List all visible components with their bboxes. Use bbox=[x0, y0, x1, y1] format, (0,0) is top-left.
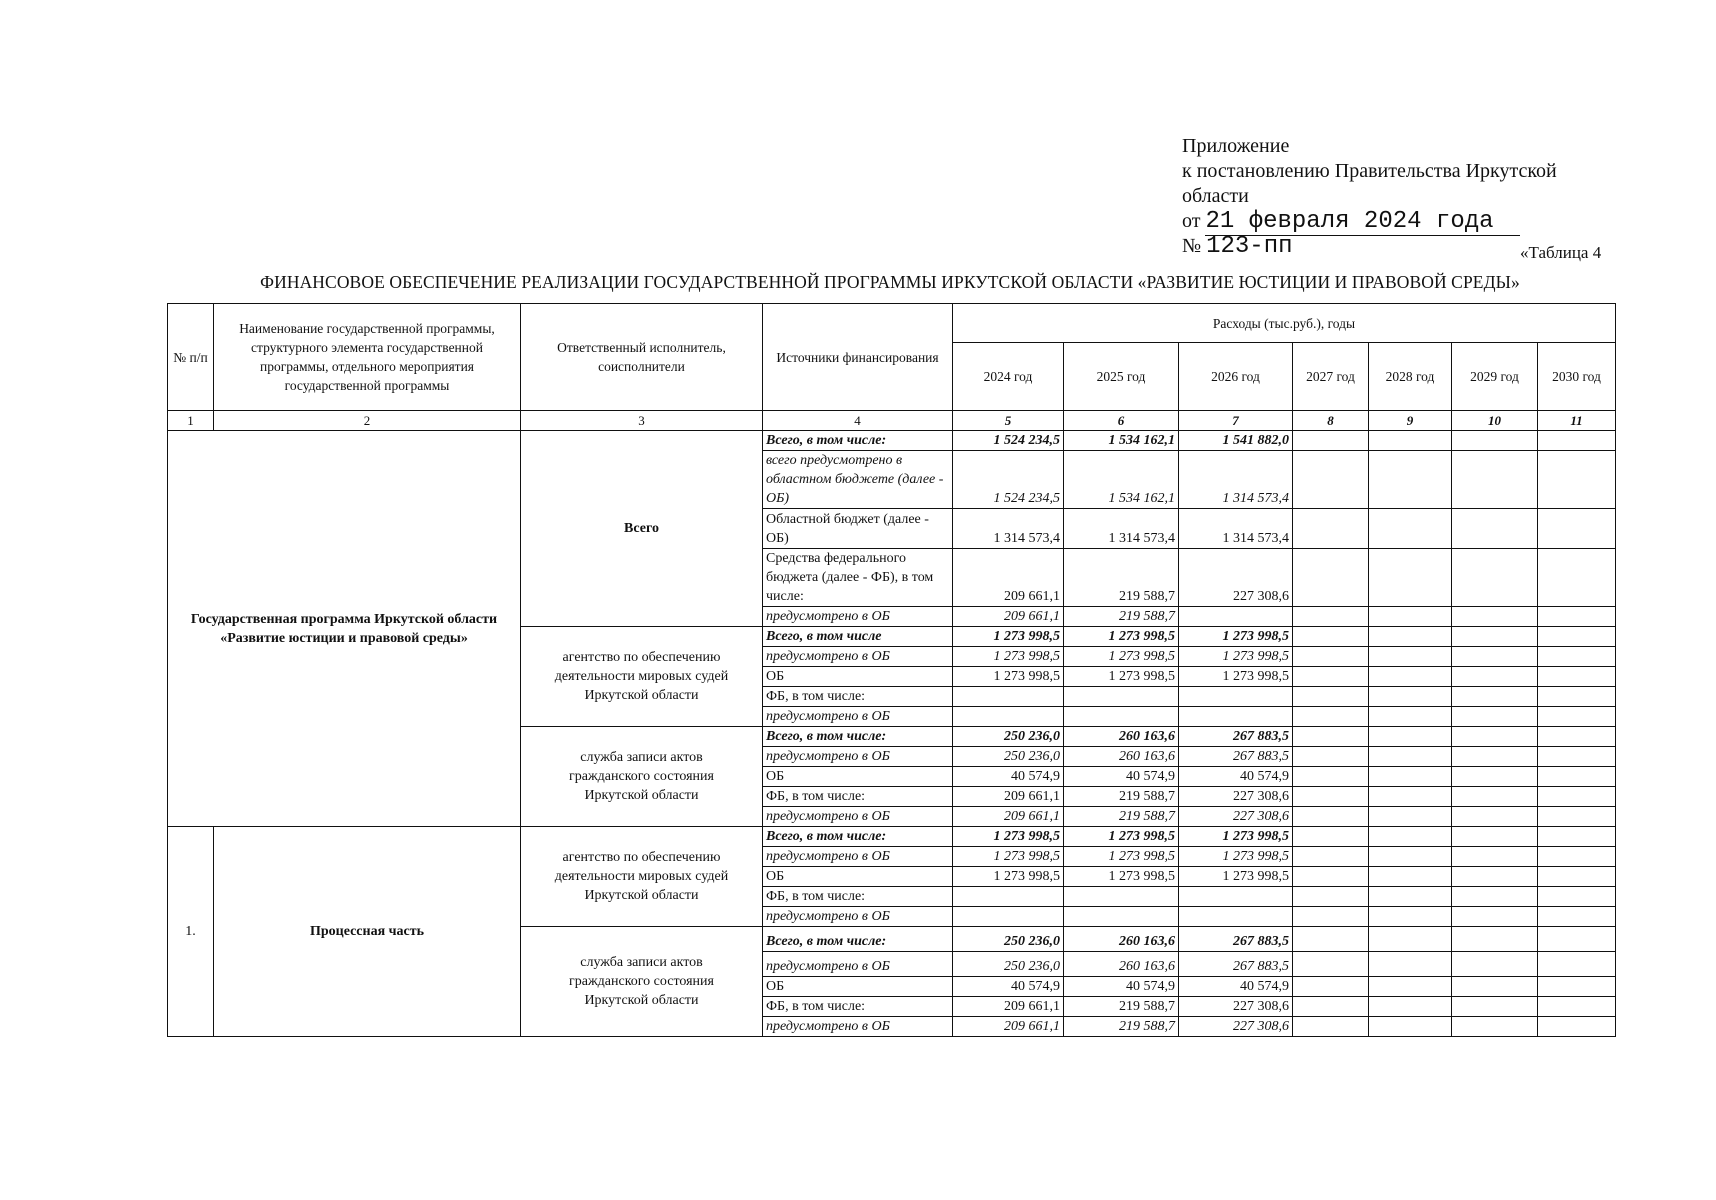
empty-value-cell bbox=[1452, 787, 1538, 807]
value-cell: 1 314 573,4 bbox=[1064, 509, 1179, 549]
financing-table bbox=[167, 303, 1616, 1037]
empty-value-cell bbox=[1369, 431, 1452, 451]
empty-value-cell bbox=[1293, 747, 1369, 767]
decree-number: 123-пп bbox=[1206, 233, 1293, 260]
source-cell: Средства федерального бюджета (далее - ФБ), в том числе: bbox=[763, 549, 953, 607]
empty-value-cell bbox=[1293, 887, 1369, 907]
value-cell: 250 236,0 bbox=[953, 927, 1064, 952]
value-cell: 1 524 234,5 bbox=[953, 431, 1064, 451]
empty-value-cell bbox=[1452, 707, 1538, 727]
value-cell bbox=[953, 707, 1064, 727]
empty-value-cell bbox=[1452, 431, 1538, 451]
value-cell: 227 308,6 bbox=[1179, 997, 1293, 1017]
value-cell: 209 661,1 bbox=[953, 997, 1064, 1017]
date-prefix: от bbox=[1182, 210, 1201, 232]
empty-value-cell bbox=[1293, 667, 1369, 687]
source-cell: предусмотрено в ОБ bbox=[763, 747, 953, 767]
empty-value-cell bbox=[1452, 952, 1538, 977]
value-cell bbox=[1064, 887, 1179, 907]
empty-value-cell bbox=[1293, 687, 1369, 707]
header-year: 2025 год bbox=[1064, 343, 1179, 411]
source-cell: предусмотрено в ОБ bbox=[763, 952, 953, 977]
value-cell bbox=[1179, 687, 1293, 707]
value-cell: 40 574,9 bbox=[1064, 767, 1179, 787]
value-cell: 260 163,6 bbox=[1064, 952, 1179, 977]
empty-value-cell bbox=[1293, 727, 1369, 747]
appendix-number-line bbox=[1182, 234, 1557, 259]
source-cell: ФБ, в том числе: bbox=[763, 787, 953, 807]
value-cell: 250 236,0 bbox=[953, 747, 1064, 767]
value-cell: 1 314 573,4 bbox=[953, 509, 1064, 549]
header-sources: Источники финансирования bbox=[763, 304, 953, 411]
empty-value-cell bbox=[1452, 997, 1538, 1017]
value-cell: 1 534 162,1 bbox=[1064, 431, 1179, 451]
empty-value-cell bbox=[1538, 927, 1616, 952]
appendix-line2: к постановлению Правительства Иркутской bbox=[1182, 160, 1557, 182]
empty-value-cell bbox=[1452, 867, 1538, 887]
empty-value-cell bbox=[1452, 627, 1538, 647]
value-cell: 250 236,0 bbox=[953, 727, 1064, 747]
empty-value-cell bbox=[1293, 927, 1369, 952]
empty-value-cell bbox=[1369, 977, 1452, 997]
empty-value-cell bbox=[1369, 867, 1452, 887]
empty-value-cell bbox=[1538, 607, 1616, 627]
empty-value-cell bbox=[1538, 707, 1616, 727]
header-year: 2028 год bbox=[1369, 343, 1452, 411]
source-cell: ФБ, в том числе: bbox=[763, 687, 953, 707]
empty-value-cell bbox=[1293, 647, 1369, 667]
empty-value-cell bbox=[1452, 451, 1538, 509]
source-cell: предусмотрено в ОБ bbox=[763, 707, 953, 727]
value-cell bbox=[1064, 907, 1179, 927]
empty-value-cell bbox=[1293, 997, 1369, 1017]
value-cell: 227 308,6 bbox=[1179, 549, 1293, 607]
value-cell: 1 273 998,5 bbox=[1064, 667, 1179, 687]
empty-value-cell bbox=[1538, 867, 1616, 887]
value-cell: 267 883,5 bbox=[1179, 747, 1293, 767]
empty-value-cell bbox=[1538, 1017, 1616, 1037]
header-name: Наименование государственной программы, структурного элемента государственной программы, отдельного мероприятия государственной программы bbox=[214, 304, 521, 411]
table-reference: «Таблица 4 bbox=[1520, 243, 1602, 262]
header-row-1 bbox=[168, 304, 1616, 343]
appendix-line3: области bbox=[1182, 185, 1249, 207]
header-year: 2026 год bbox=[1179, 343, 1293, 411]
col-number: 5 bbox=[953, 411, 1064, 431]
empty-value-cell bbox=[1293, 847, 1369, 867]
decree-date: 21 февраля 2024 года bbox=[1205, 208, 1519, 236]
value-cell: 260 163,6 bbox=[1064, 747, 1179, 767]
header-expenses: Расходы (тыс.руб.), годы bbox=[953, 304, 1616, 343]
executor-registry: служба записи актов гражданского состояния Иркутской области bbox=[521, 927, 763, 1037]
empty-value-cell bbox=[1369, 687, 1452, 707]
empty-value-cell bbox=[1369, 907, 1452, 927]
empty-value-cell bbox=[1293, 952, 1369, 977]
empty-value-cell bbox=[1293, 607, 1369, 627]
value-cell: 209 661,1 bbox=[953, 607, 1064, 627]
appendix-date-line bbox=[1182, 209, 1557, 234]
empty-value-cell bbox=[1293, 431, 1369, 451]
value-cell bbox=[953, 907, 1064, 927]
source-cell: предусмотрено в ОБ bbox=[763, 907, 953, 927]
value-cell: 227 308,6 bbox=[1179, 1017, 1293, 1037]
value-cell: 1 273 998,5 bbox=[1064, 647, 1179, 667]
value-cell: 1 273 998,5 bbox=[953, 867, 1064, 887]
value-cell: 40 574,9 bbox=[1064, 977, 1179, 997]
value-cell bbox=[953, 887, 1064, 907]
value-cell: 40 574,9 bbox=[1179, 767, 1293, 787]
executor-agency: агентство по обеспечению деятельности мировых судей Иркутской области bbox=[521, 627, 763, 727]
value-cell: 1 524 234,5 bbox=[953, 451, 1064, 509]
value-cell: 1 273 998,5 bbox=[1064, 827, 1179, 847]
empty-value-cell bbox=[1452, 549, 1538, 607]
empty-value-cell bbox=[1293, 907, 1369, 927]
empty-value-cell bbox=[1369, 549, 1452, 607]
empty-value-cell bbox=[1293, 787, 1369, 807]
col-number: 1 bbox=[168, 411, 214, 431]
empty-value-cell bbox=[1538, 687, 1616, 707]
empty-value-cell bbox=[1369, 847, 1452, 867]
empty-value-cell bbox=[1369, 627, 1452, 647]
value-cell: 1 541 882,0 bbox=[1179, 431, 1293, 451]
col-number: 6 bbox=[1064, 411, 1179, 431]
value-cell: 219 588,7 bbox=[1064, 997, 1179, 1017]
document-title: ФИНАНСОВОЕ ОБЕСПЕЧЕНИЕ РЕАЛИЗАЦИИ ГОСУДАРСТВЕННОЙ ПРОГРАММЫ ИРКУТСКОЙ ОБЛАСТИ «РАЗВИТИЕ ЮСТИЦИИ И ПРАВОВОЙ СРЕДЫ» bbox=[260, 272, 1520, 292]
value-cell: 260 163,6 bbox=[1064, 927, 1179, 952]
value-cell: 40 574,9 bbox=[953, 977, 1064, 997]
value-cell: 219 588,7 bbox=[1064, 549, 1179, 607]
empty-value-cell bbox=[1452, 847, 1538, 867]
empty-value-cell bbox=[1369, 509, 1452, 549]
empty-value-cell bbox=[1538, 887, 1616, 907]
source-cell: всего предусмотрено в областном бюджете (далее - ОБ) bbox=[763, 451, 953, 509]
value-cell bbox=[1064, 687, 1179, 707]
col-number: 2 bbox=[214, 411, 521, 431]
value-cell: 209 661,1 bbox=[953, 1017, 1064, 1037]
source-cell: предусмотрено в ОБ bbox=[763, 1017, 953, 1037]
empty-value-cell bbox=[1538, 767, 1616, 787]
value-cell bbox=[1179, 887, 1293, 907]
empty-value-cell bbox=[1452, 807, 1538, 827]
empty-value-cell bbox=[1369, 887, 1452, 907]
value-cell: 1 273 998,5 bbox=[1064, 867, 1179, 887]
empty-value-cell bbox=[1293, 767, 1369, 787]
source-cell: Всего, в том числе: bbox=[763, 827, 953, 847]
empty-value-cell bbox=[1452, 607, 1538, 627]
empty-value-cell bbox=[1369, 997, 1452, 1017]
value-cell: 209 661,1 bbox=[953, 787, 1064, 807]
source-cell: Всего, в том числе bbox=[763, 627, 953, 647]
value-cell: 219 588,7 bbox=[1064, 607, 1179, 627]
executor-total: Всего bbox=[521, 431, 763, 627]
source-cell: ОБ bbox=[763, 867, 953, 887]
appendix-line1: Приложение bbox=[1182, 135, 1290, 157]
value-cell: 219 588,7 bbox=[1064, 807, 1179, 827]
empty-value-cell bbox=[1538, 807, 1616, 827]
empty-value-cell bbox=[1538, 431, 1616, 451]
empty-value-cell bbox=[1369, 827, 1452, 847]
source-cell: ФБ, в том числе: bbox=[763, 997, 953, 1017]
empty-value-cell bbox=[1452, 1017, 1538, 1037]
value-cell: 1 273 998,5 bbox=[953, 627, 1064, 647]
source-cell: предусмотрено в ОБ bbox=[763, 607, 953, 627]
value-cell bbox=[1064, 707, 1179, 727]
empty-value-cell bbox=[1538, 727, 1616, 747]
empty-value-cell bbox=[1293, 549, 1369, 607]
value-cell: 1 273 998,5 bbox=[953, 667, 1064, 687]
empty-value-cell bbox=[1538, 667, 1616, 687]
empty-value-cell bbox=[1369, 707, 1452, 727]
value-cell: 1 273 998,5 bbox=[1064, 847, 1179, 867]
empty-value-cell bbox=[1538, 647, 1616, 667]
empty-value-cell bbox=[1452, 509, 1538, 549]
empty-value-cell bbox=[1369, 1017, 1452, 1037]
empty-value-cell bbox=[1452, 907, 1538, 927]
number-prefix: № bbox=[1182, 235, 1202, 257]
empty-value-cell bbox=[1452, 727, 1538, 747]
value-cell: 1 273 998,5 bbox=[1179, 867, 1293, 887]
value-cell: 219 588,7 bbox=[1064, 1017, 1179, 1037]
value-cell bbox=[953, 687, 1064, 707]
header-executor: Ответственный исполнитель, соисполнители bbox=[521, 304, 763, 411]
empty-value-cell bbox=[1293, 807, 1369, 827]
empty-value-cell bbox=[1293, 867, 1369, 887]
value-cell: 1 273 998,5 bbox=[1179, 647, 1293, 667]
empty-value-cell bbox=[1369, 927, 1452, 952]
col-number: 8 bbox=[1293, 411, 1369, 431]
value-cell: 260 163,6 bbox=[1064, 727, 1179, 747]
col-number: 10 bbox=[1452, 411, 1538, 431]
source-cell: ФБ, в том числе: bbox=[763, 887, 953, 907]
header-year: 2030 год bbox=[1538, 343, 1616, 411]
empty-value-cell bbox=[1369, 952, 1452, 977]
executor-registry: служба записи актов гражданского состояния Иркутской области bbox=[521, 727, 763, 827]
empty-value-cell bbox=[1369, 787, 1452, 807]
value-cell bbox=[1179, 707, 1293, 727]
empty-value-cell bbox=[1452, 827, 1538, 847]
value-cell: 40 574,9 bbox=[953, 767, 1064, 787]
empty-value-cell bbox=[1538, 952, 1616, 977]
empty-value-cell bbox=[1538, 977, 1616, 997]
empty-value-cell bbox=[1452, 687, 1538, 707]
col-number: 11 bbox=[1538, 411, 1616, 431]
empty-value-cell bbox=[1452, 887, 1538, 907]
value-cell: 267 883,5 bbox=[1179, 952, 1293, 977]
empty-value-cell bbox=[1293, 627, 1369, 647]
source-cell: предусмотрено в ОБ bbox=[763, 807, 953, 827]
empty-value-cell bbox=[1369, 727, 1452, 747]
empty-value-cell bbox=[1538, 627, 1616, 647]
col-number: 9 bbox=[1369, 411, 1452, 431]
value-cell bbox=[1179, 607, 1293, 627]
empty-value-cell bbox=[1538, 747, 1616, 767]
value-cell: 1 534 162,1 bbox=[1064, 451, 1179, 509]
table-row bbox=[168, 431, 1616, 451]
source-cell: ОБ bbox=[763, 667, 953, 687]
value-cell: 219 588,7 bbox=[1064, 787, 1179, 807]
source-cell: Областной бюджет (далее - ОБ) bbox=[763, 509, 953, 549]
value-cell: 1 273 998,5 bbox=[953, 847, 1064, 867]
appendix-block bbox=[1182, 134, 1557, 259]
process-num: 1. bbox=[168, 827, 214, 1037]
empty-value-cell bbox=[1369, 807, 1452, 827]
empty-value-cell bbox=[1452, 747, 1538, 767]
source-cell: предусмотрено в ОБ bbox=[763, 847, 953, 867]
source-cell: ОБ bbox=[763, 767, 953, 787]
header-year: 2024 год bbox=[953, 343, 1064, 411]
value-cell: 227 308,6 bbox=[1179, 807, 1293, 827]
empty-value-cell bbox=[1538, 509, 1616, 549]
value-cell: 267 883,5 bbox=[1179, 927, 1293, 952]
value-cell: 1 314 573,4 bbox=[1179, 451, 1293, 509]
empty-value-cell bbox=[1452, 667, 1538, 687]
empty-value-cell bbox=[1369, 647, 1452, 667]
value-cell: 209 661,1 bbox=[953, 807, 1064, 827]
empty-value-cell bbox=[1538, 827, 1616, 847]
value-cell: 1 273 998,5 bbox=[953, 827, 1064, 847]
value-cell: 1 273 998,5 bbox=[953, 647, 1064, 667]
col-number: 3 bbox=[521, 411, 763, 431]
source-cell: предусмотрено в ОБ bbox=[763, 647, 953, 667]
empty-value-cell bbox=[1293, 509, 1369, 549]
header-year: 2029 год bbox=[1452, 343, 1538, 411]
empty-value-cell bbox=[1452, 977, 1538, 997]
source-cell: Всего, в том числе: bbox=[763, 431, 953, 451]
empty-value-cell bbox=[1293, 977, 1369, 997]
empty-value-cell bbox=[1538, 451, 1616, 509]
empty-value-cell bbox=[1538, 907, 1616, 927]
process-name: Процессная часть bbox=[214, 827, 521, 1037]
empty-value-cell bbox=[1293, 827, 1369, 847]
source-cell: Всего, в том числе: bbox=[763, 727, 953, 747]
empty-value-cell bbox=[1538, 847, 1616, 867]
executor-agency: агентство по обеспечению деятельности мировых судей Иркутской области bbox=[521, 827, 763, 927]
empty-value-cell bbox=[1369, 607, 1452, 627]
value-cell: 40 574,9 bbox=[1179, 977, 1293, 997]
program-name: Государственная программа Иркутской области «Развитие юстиции и правовой среды» bbox=[168, 431, 521, 827]
value-cell: 1 314 573,4 bbox=[1179, 509, 1293, 549]
value-cell: 1 273 998,5 bbox=[1179, 627, 1293, 647]
value-cell: 1 273 998,5 bbox=[1179, 827, 1293, 847]
column-number-row bbox=[168, 411, 1616, 431]
value-cell: 1 273 998,5 bbox=[1064, 627, 1179, 647]
source-cell: Всего, в том числе: bbox=[763, 927, 953, 952]
empty-value-cell bbox=[1452, 927, 1538, 952]
header-num: № п/п bbox=[168, 304, 214, 411]
empty-value-cell bbox=[1293, 451, 1369, 509]
col-number: 4 bbox=[763, 411, 953, 431]
empty-value-cell bbox=[1452, 647, 1538, 667]
value-cell: 209 661,1 bbox=[953, 549, 1064, 607]
empty-value-cell bbox=[1452, 767, 1538, 787]
empty-value-cell bbox=[1369, 747, 1452, 767]
col-number: 7 bbox=[1179, 411, 1293, 431]
value-cell: 1 273 998,5 bbox=[1179, 667, 1293, 687]
empty-value-cell bbox=[1293, 1017, 1369, 1037]
empty-value-cell bbox=[1538, 549, 1616, 607]
empty-value-cell bbox=[1538, 997, 1616, 1017]
value-cell bbox=[1179, 907, 1293, 927]
empty-value-cell bbox=[1538, 787, 1616, 807]
value-cell: 267 883,5 bbox=[1179, 727, 1293, 747]
value-cell: 1 273 998,5 bbox=[1179, 847, 1293, 867]
empty-value-cell bbox=[1369, 767, 1452, 787]
header-year: 2027 год bbox=[1293, 343, 1369, 411]
empty-value-cell bbox=[1293, 707, 1369, 727]
table-row bbox=[168, 827, 1616, 847]
source-cell: ОБ bbox=[763, 977, 953, 997]
value-cell: 250 236,0 bbox=[953, 952, 1064, 977]
empty-value-cell bbox=[1369, 451, 1452, 509]
empty-value-cell bbox=[1369, 667, 1452, 687]
value-cell: 227 308,6 bbox=[1179, 787, 1293, 807]
